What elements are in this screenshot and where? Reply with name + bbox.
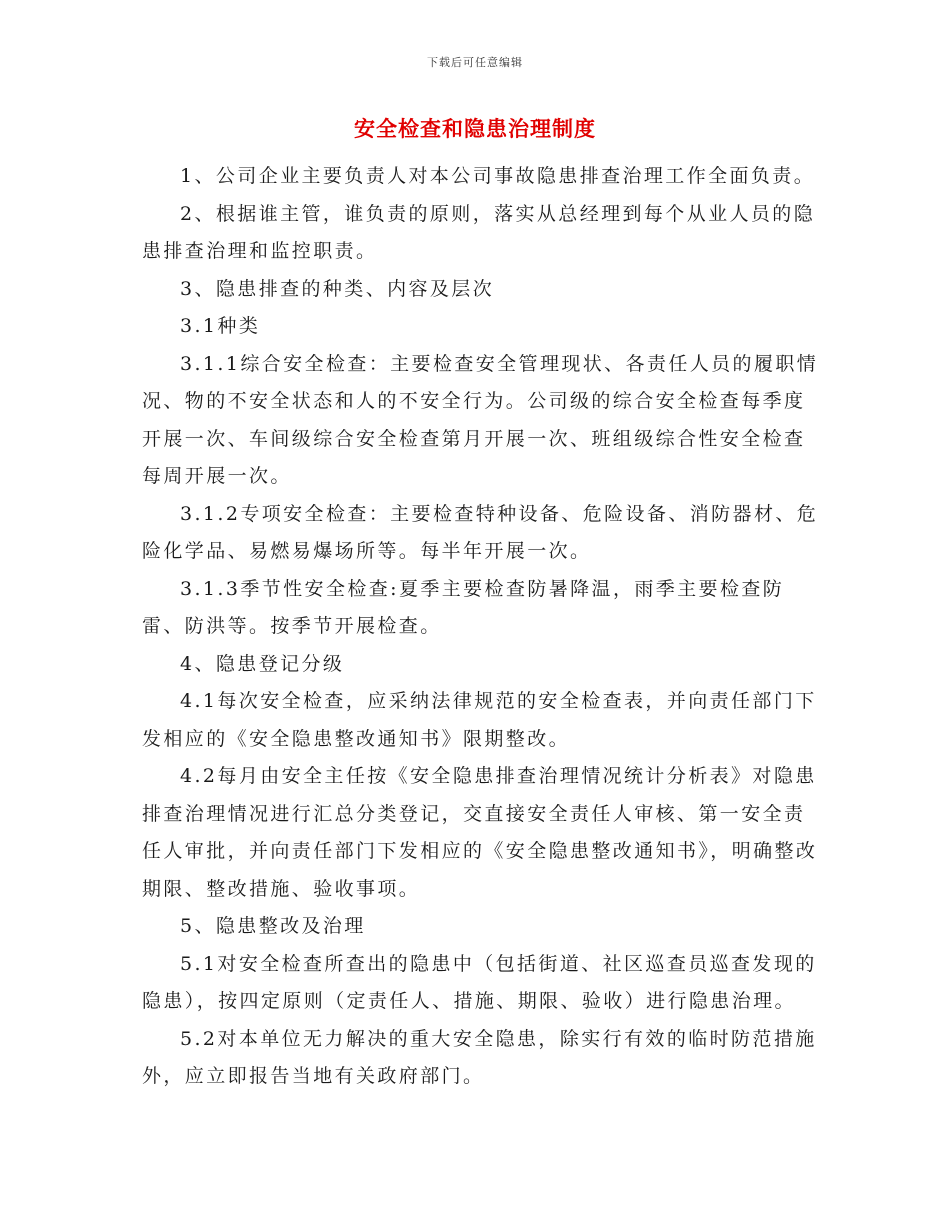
paragraph: 3.1种类 <box>180 315 261 337</box>
paragraph: 1、公司企业主要负责人对本公司事故隐患排查治理工作全面负责。 <box>180 165 816 187</box>
paragraph: 5.1对安全检查所查出的隐患中（包括街道、社区巡查员巡查发现的隐患），按四定原则（定责任人、措施、期限、验收）进行隐患治理。 <box>142 952 817 1012</box>
document-title: 安全检查和隐患治理制度 <box>354 116 596 141</box>
paragraph: 4.2每月由安全主任按《安全隐患排查治理情况统计分析表》对隐患排查治理情况进行汇总分类登记，交直接安全责任人审核、第一安全责任人审批，并向责任部门下发相应的《安全隐患整改通知书》，明确整改期限、整改措施、验收事项。 <box>142 765 818 900</box>
paragraph: 4.1每次安全检查，应采纳法律规范的安全检查表，并向责任部门下发相应的《安全隐患整改通知书》限期整改。 <box>142 690 817 750</box>
document-body <box>142 158 822 1096</box>
paragraph: 4、隐患登记分级 <box>180 652 345 675</box>
paragraph: 5、隐患整改及治理 <box>180 915 366 937</box>
header-note: 下载后可任意编辑 <box>427 56 523 69</box>
paragraph: 3.1.1综合安全检查：主要检查安全管理现状、各责任人员的履职情况、物的不安全状态和人的不安全行为。公司级的综合安全检查每季度开展一次、车间级综合安全检查第月开展一次、班组级综合性安全检查每周开展一次。 <box>142 352 819 487</box>
paragraph: 3、隐患排查的种类、内容及层次 <box>180 277 495 300</box>
paragraph: 5.2对本单位无力解决的重大安全隐患，除实行有效的临时防范措施外，应立即报告当地有关政府部门。 <box>142 1027 817 1087</box>
paragraph: 2、根据谁主管，谁负责的原则，落实从总经理到每个从业人员的隐患排查治理和监控职责。 <box>142 202 816 262</box>
paragraph: 3.1.3季节性安全检查:夏季主要检查防暑降温，雨季主要检查防雷、防洪等。按季节开展检查。 <box>142 577 785 637</box>
paragraph: 3.1.2专项安全检查：主要检查特种设备、危险设备、消防器材、危险化学品、易燃易爆场所等。每半年开展一次。 <box>142 502 819 562</box>
